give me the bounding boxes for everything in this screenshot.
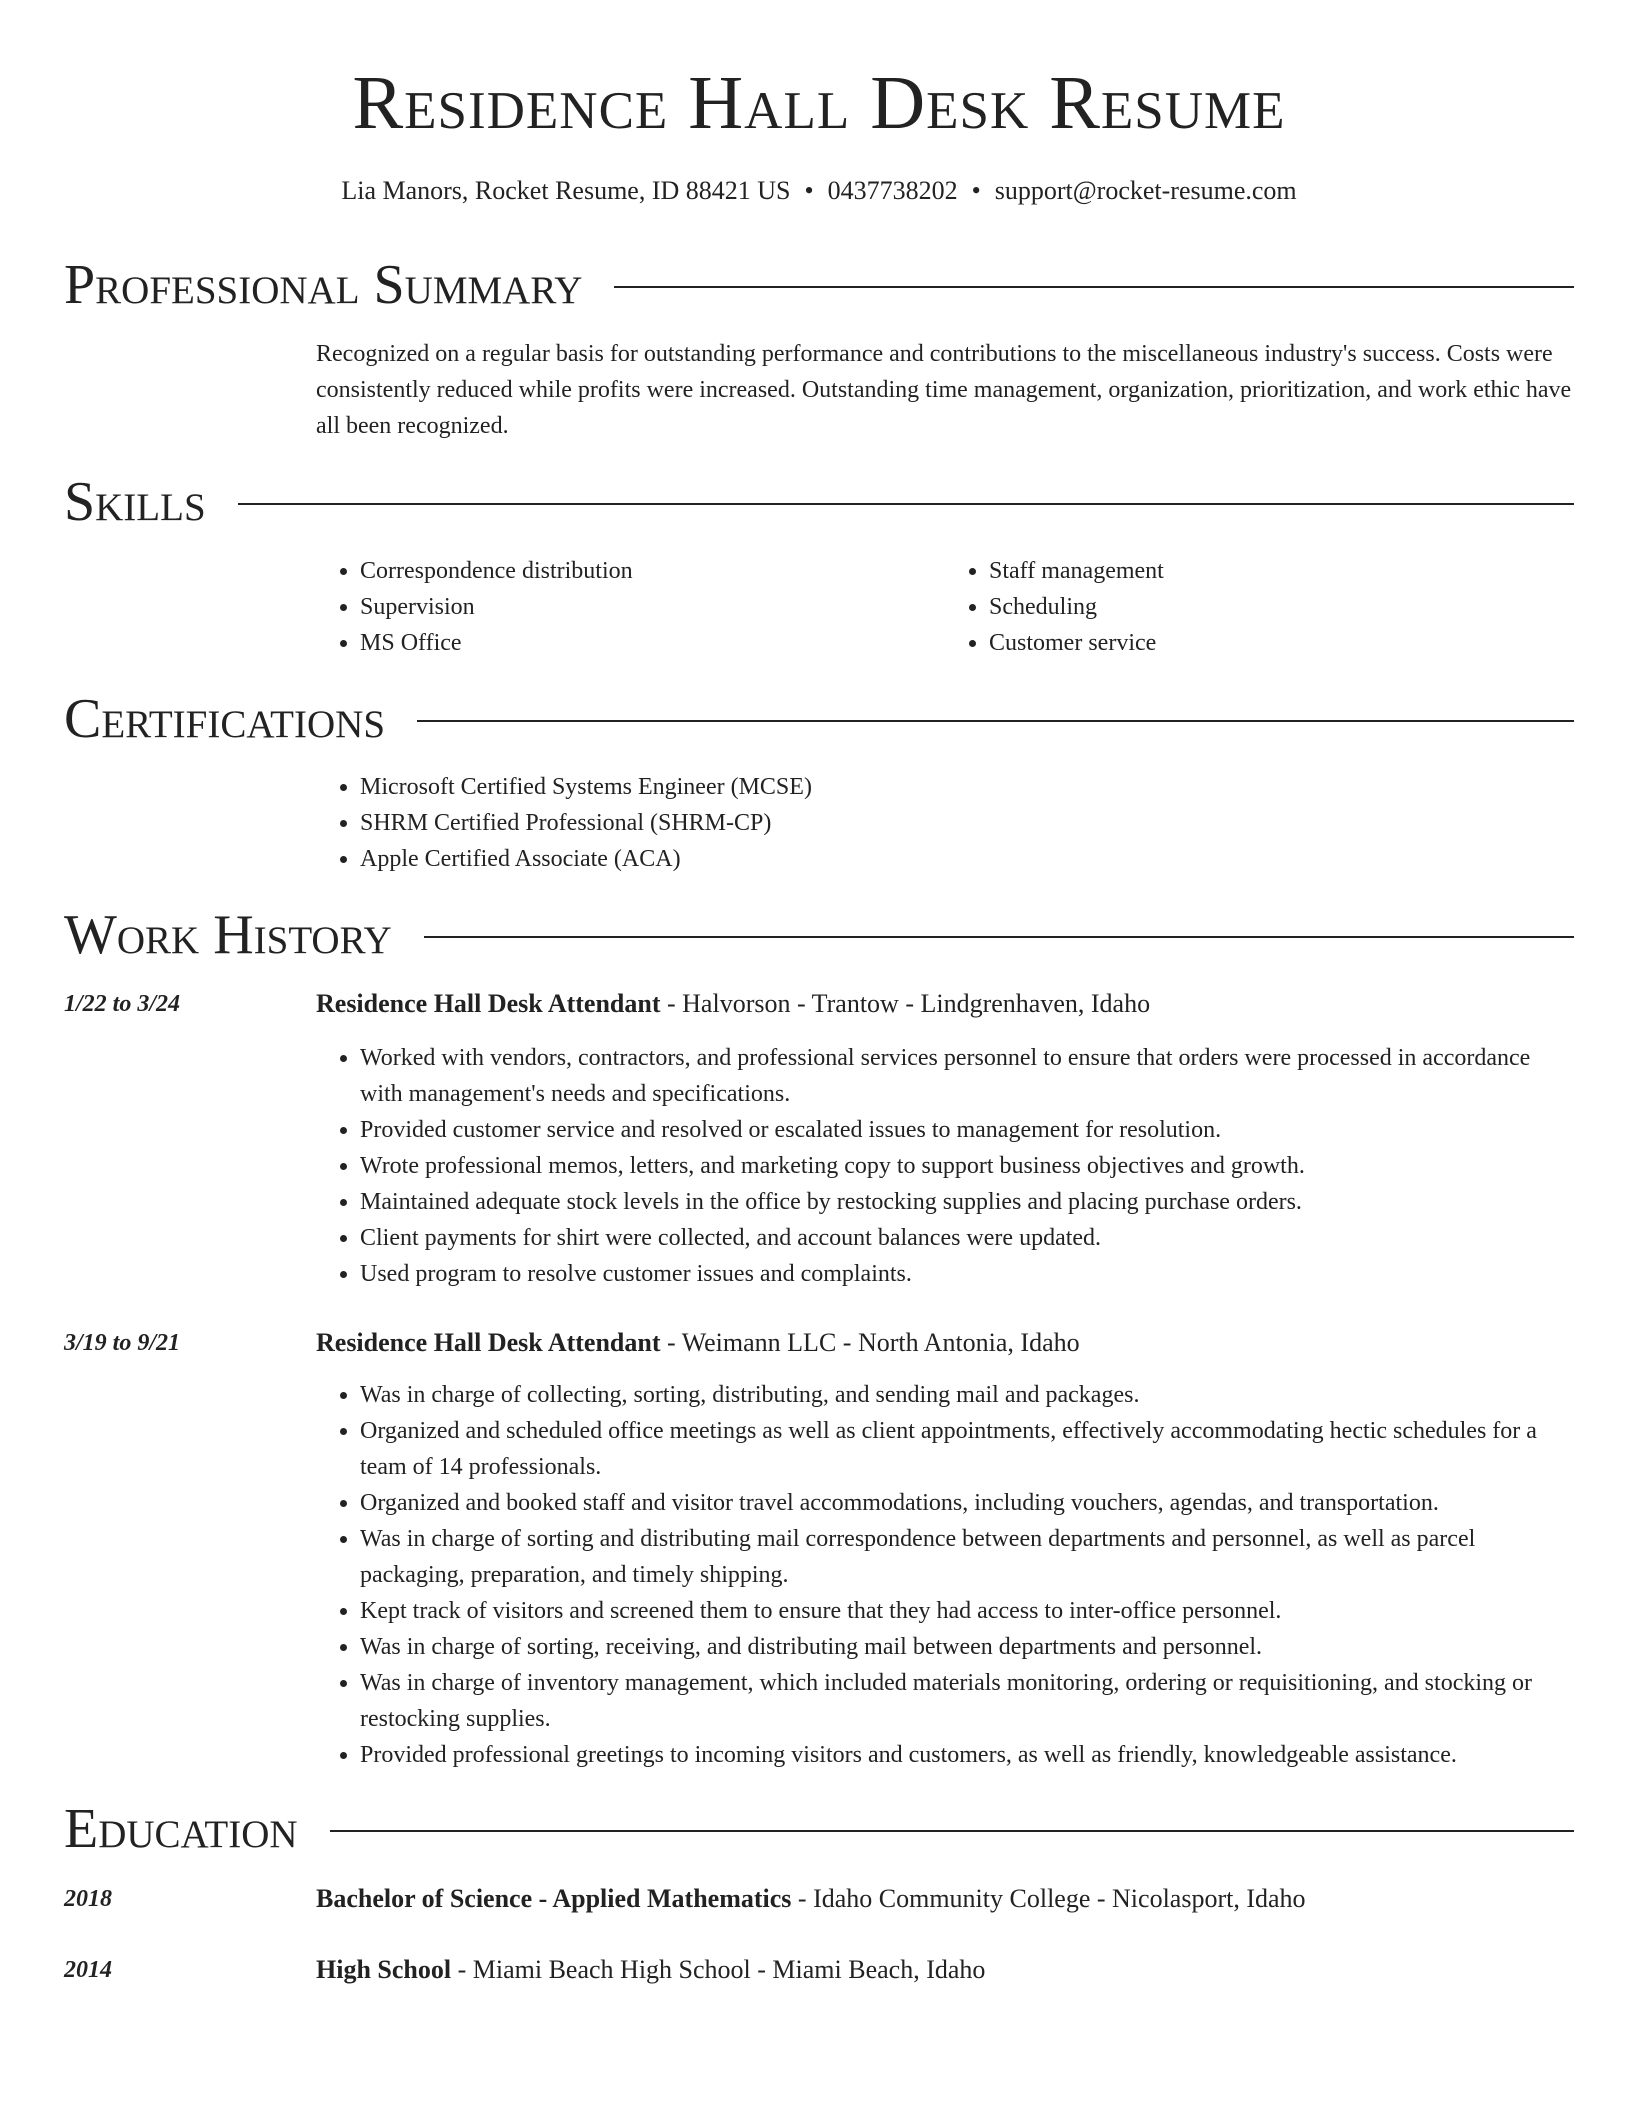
job-employer: - Halvorson - Trantow - Lindgrenhaven, Idaho: [660, 989, 1151, 1018]
skills-body: [316, 553, 1574, 661]
job-bullet: • Was in charge of sorting, receiving, and distributing mail between departments and personnel.: [360, 1629, 1574, 1665]
skill-item: • Staff management: [989, 553, 1574, 589]
job-dates: 3/19 to 9/21: [64, 1330, 181, 1356]
education-year: 2014: [64, 1957, 112, 1983]
section-divider: [238, 503, 1574, 505]
job-bullet: • Wrote professional memos, letters, and marketing copy to support business objectives and growth.: [360, 1148, 1574, 1184]
contact-phone[interactable]: 0437738202: [827, 176, 958, 205]
contact-address: Lia Manors, Rocket Resume, ID 88421 US: [341, 176, 791, 205]
job-employer: - Weimann LLC - North Antonia, Idaho: [660, 1328, 1080, 1357]
certification-item: • SHRM Certified Professional (SHRM-CP): [360, 805, 1574, 841]
education-year: 2018: [64, 1886, 112, 1912]
job-bullet: • Kept track of visitors and screened them to ensure that they had access to inter-office personnel.: [360, 1593, 1574, 1629]
contact-separator: •: [971, 176, 981, 205]
summary-text: Recognized on a regular basis for outstanding performance and contributions to the miscellaneous industry's success. Costs were consistently reduced while profits were increased. Outstanding time management, organization, prioritization, and work ethic have all been recognized.: [316, 341, 1572, 439]
job-bullets-block: [316, 1377, 1574, 1773]
certification-item: • Apple Certified Associate (ACA): [360, 841, 1574, 877]
skills-section-header: [64, 470, 1574, 534]
certifications-heading: Certifications: [64, 688, 386, 750]
job-dates: 1/22 to 3/24: [64, 991, 181, 1017]
resume-title: Residence Hall Desk Resume: [352, 61, 1286, 145]
education-school: - Miami Beach High School - Miami Beach, Idaho: [451, 1955, 986, 1984]
education-degree: Bachelor of Science - Applied Mathematics: [316, 1884, 792, 1913]
section-divider: [424, 936, 1574, 938]
section-divider: [330, 1830, 1574, 1832]
summary-heading: Professional Summary: [64, 254, 583, 316]
education-title-line: [316, 1952, 985, 1988]
job-bullet: • Used program to resolve customer issues and complaints.: [360, 1256, 1574, 1292]
education-title-line: [316, 1881, 1306, 1917]
skills-list-left: [316, 553, 945, 661]
skills-heading: Skills: [64, 471, 206, 533]
certifications-body: [316, 769, 1574, 877]
contact-separator: •: [804, 176, 814, 205]
job-title-line: [316, 986, 1150, 1022]
skill-item: • Supervision: [360, 589, 945, 625]
job-bullet: • Was in charge of inventory management, which included materials monitoring, ordering or requisitioning, and stocking or restocking supplies.: [360, 1665, 1574, 1737]
job-bullet: • Provided customer service and resolved or escalated issues to management for resolution.: [360, 1112, 1574, 1148]
skills-list-right: [945, 553, 1574, 661]
contact-line: [64, 173, 1574, 209]
skills-columns: [316, 553, 1574, 661]
skill-item: • Correspondence distribution: [360, 553, 945, 589]
job-bullet: • Provided professional greetings to incoming visitors and customers, as well as friendly, knowledgeable assistance.: [360, 1737, 1574, 1773]
contact-email[interactable]: support@rocket-resume.com: [994, 176, 1297, 205]
certification-item: • Microsoft Certified Systems Engineer (MCSE): [360, 769, 1574, 805]
job-bullet: • Was in charge of sorting and distributing mail correspondence between departments and personnel, as well as parcel packaging, preparation, and timely shipping.: [360, 1521, 1574, 1593]
skill-item: • Customer service: [989, 625, 1574, 661]
job-bullets-block: [316, 1040, 1574, 1292]
skill-item: • MS Office: [360, 625, 945, 661]
job-bullet: • Organized and scheduled office meetings as well as client appointments, effectively accommodating hectic schedules for a team of 14 professionals.: [360, 1413, 1574, 1485]
job-bullets: [316, 1377, 1574, 1773]
job-bullet: • Organized and booked staff and visitor travel accommodations, including vouchers, agendas, and transportation.: [360, 1485, 1574, 1521]
education-degree: High School: [316, 1955, 452, 1984]
section-divider: [614, 286, 1574, 288]
job-bullet: • Was in charge of collecting, sorting, distributing, and sending mail and packages.: [360, 1377, 1574, 1413]
summary-body: [316, 336, 1574, 444]
education-section-header: [64, 1797, 1574, 1861]
certifications-section-header: [64, 687, 1574, 751]
job-bullet: • Maintained adequate stock levels in the office by restocking supplies and placing purchase orders.: [360, 1184, 1574, 1220]
job-title-line: [316, 1325, 1080, 1361]
section-divider: [417, 720, 1574, 722]
job-bullet: • Client payments for shirt were collected, and account balances were updated.: [360, 1220, 1574, 1256]
skill-item: • Scheduling: [989, 589, 1574, 625]
job-title: Residence Hall Desk Attendant: [316, 989, 661, 1018]
education-heading: Education: [64, 1798, 298, 1860]
summary-section-header: [64, 253, 1574, 317]
job-title: Residence Hall Desk Attendant: [316, 1328, 661, 1357]
job-bullet: • Worked with vendors, contractors, and professional services personnel to ensure that orders were processed in accordance with management's needs and specifications.: [360, 1040, 1574, 1112]
job-bullets: [316, 1040, 1574, 1292]
education-school: - Idaho Community College - Nicolasport, Idaho: [791, 1884, 1306, 1913]
work-heading: Work History: [64, 904, 392, 966]
work-section-header: [64, 903, 1574, 967]
certifications-list: [316, 769, 1574, 877]
